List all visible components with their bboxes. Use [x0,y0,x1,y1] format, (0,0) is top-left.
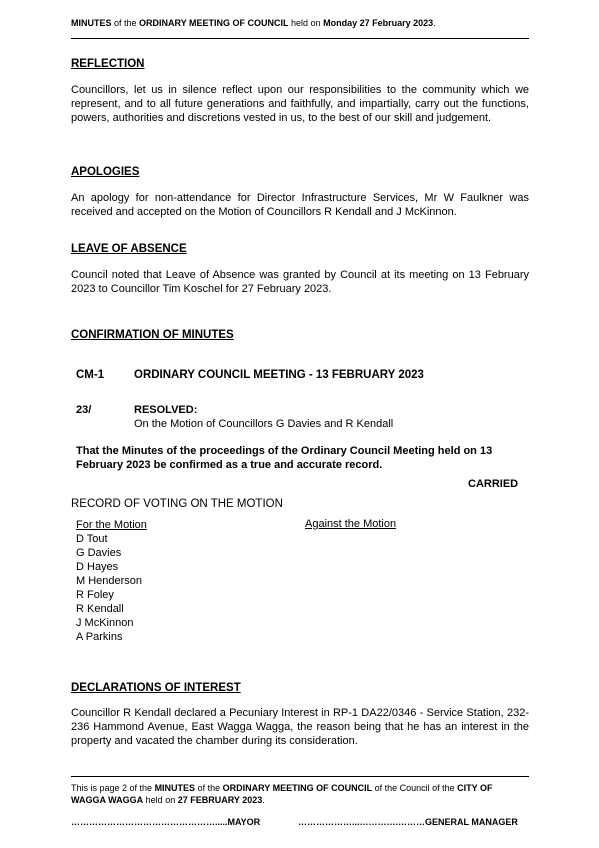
header-meeting: ORDINARY MEETING OF COUNCIL [139,18,289,28]
voter: G Davies [76,547,122,559]
footer-text: held on [143,795,178,805]
footer-text: of the [195,783,223,793]
header-text: . [433,18,436,28]
declarations-text: Councillor R Kendall declared a Pecuniary Interest in RP-1 DA22/0346 - Service Station, 232-236 Hammond Avenue, East Wagga Wagga, the reason being that he has an interest in the property and vacated the chamber during its consideration. [71,707,529,747]
footer-text: . [262,795,265,805]
header-date: Monday 27 February 2023 [323,18,434,28]
general-manager-signature-line: ………………...………….………GENERAL MANAGER [298,817,518,827]
voter: D Hayes [76,561,119,573]
apologies-text: An apology for non-attendance for Director Infrastructure Services, Mr W Faulkner was received and accepted on the Motion of Councillors R Kendall and J McKinnon. [71,192,529,218]
voting-heading: RECORD OF VOTING ON THE MOTION [71,498,283,510]
header-text: held on [288,18,324,28]
footer-city: CITY OF WAGGA WAGGA [71,783,493,805]
leave-text: Council noted that Leave of Absence was granted by Council at its meeting on 13 February 2023 to Councillor Tim Koschel for 27 February 2023. [71,269,529,295]
resolved-label: RESOLVED: [134,404,198,416]
footer-date: 27 FEBRUARY 2023 [177,795,263,805]
voter: J McKinnon [76,617,134,629]
item-code: CM-1 [76,369,105,381]
footer-text: of the Council of the [372,783,458,793]
footer-minutes: MINUTES [154,783,196,793]
voter: M Henderson [76,575,143,587]
footer-text: This is page 2 of the [71,783,155,793]
motion-text: On the Motion of Councillors G Davies and R Kendall [134,418,394,430]
page-header [71,18,531,28]
header-minutes: MINUTES [71,18,112,28]
mayor-signature-line: ………………………………………….....MAYOR [71,817,261,827]
against-motion-label: Against the Motion [305,518,397,530]
voter: R Kendall [76,603,124,615]
apologies-heading: APOLOGIES [71,166,140,178]
for-motion-list [76,518,147,644]
footer-meeting: ORDINARY MEETING OF COUNCIL [222,783,373,793]
item-title: ORDINARY COUNCIL MEETING - 13 FEBRUARY 2023 [134,369,424,381]
voter: A Parkins [76,631,123,643]
header-divider [71,38,529,39]
leave-heading: LEAVE OF ABSENCE [71,243,187,255]
voter: D Tout [76,533,108,545]
header-text: of the [111,18,140,28]
reflection-heading: REFLECTION [71,58,145,70]
reflection-text: Councillors, let us in silence reflect upon our responsibilities to the community which we represent, and to all future generations and faithfully, and impartially, carry out the functions, powers, authorities and discretions vested in us, to the best of our skill and judgement. [71,84,529,124]
resolution-text: That the Minutes of the proceedings of the Ordinary Council Meeting held on 13 February 2023 be confirmed as a true and accurate record. [76,445,493,471]
declarations-heading: DECLARATIONS OF INTEREST [71,682,241,694]
footer-divider [71,776,529,777]
page-footer [71,782,529,806]
carried-label: CARRIED [468,478,519,490]
voter: R Foley [76,589,114,601]
resolution-number: 23/ [76,404,92,416]
confirmation-heading: CONFIRMATION OF MINUTES [71,329,234,341]
for-motion-label: For the Motion [76,519,147,531]
